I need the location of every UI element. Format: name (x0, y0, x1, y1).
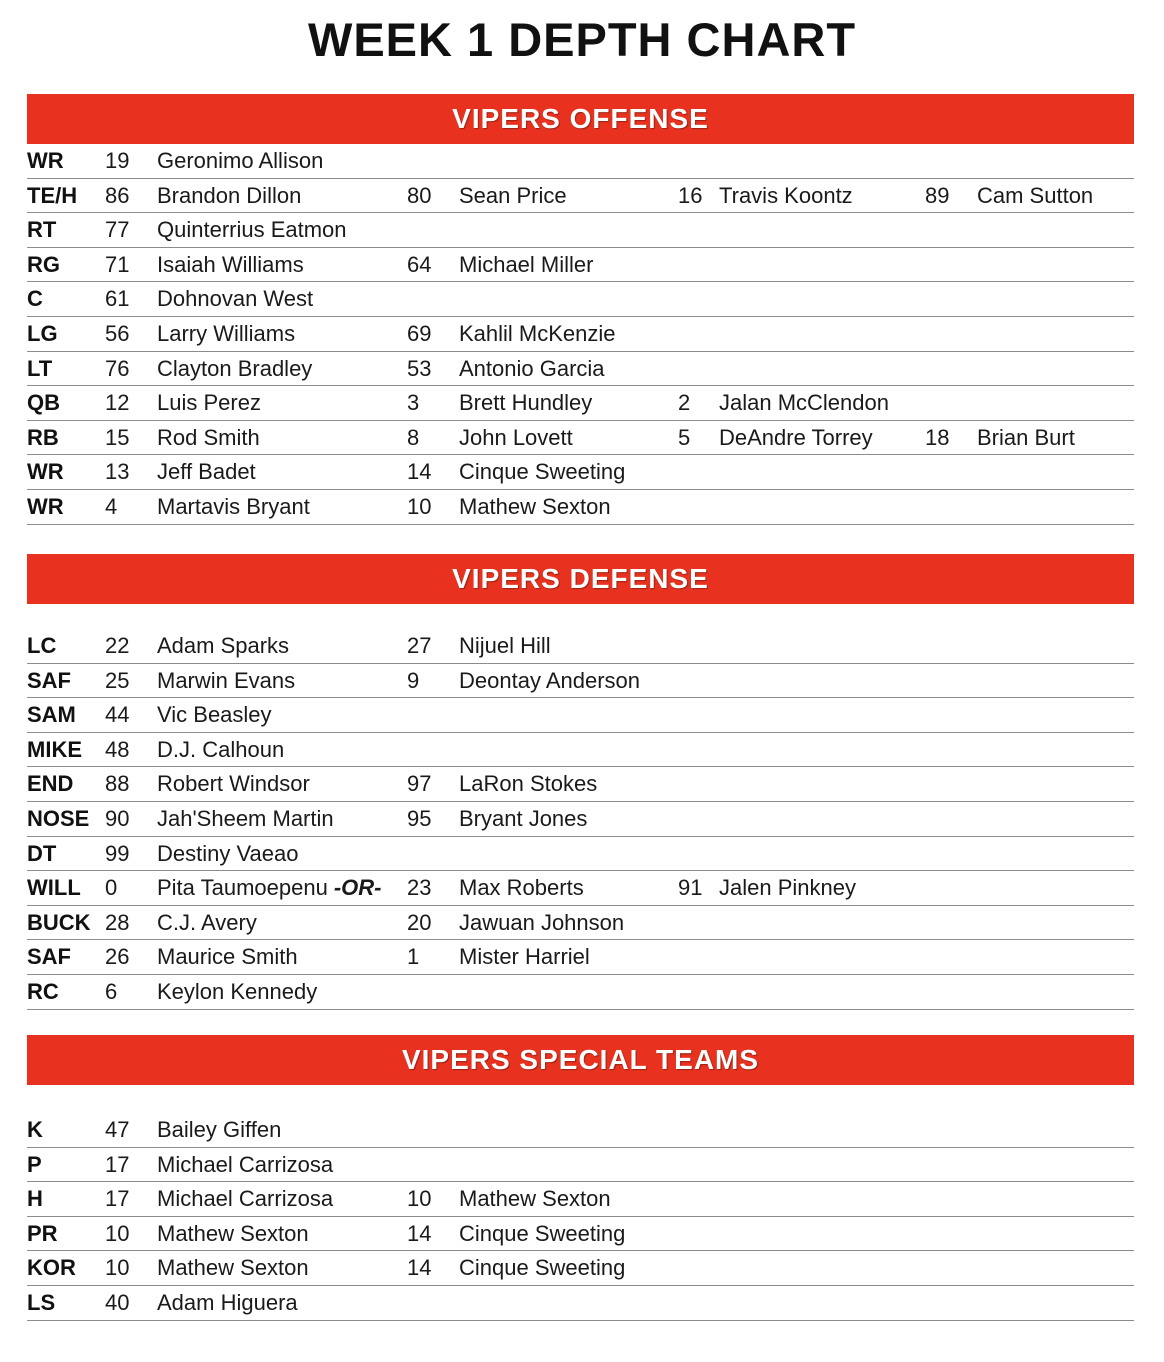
player-name: Deontay Anderson (459, 667, 641, 693)
depth-row (27, 248, 1134, 283)
jersey-number: 27 (407, 633, 432, 658)
jersey-number: 86 (105, 182, 130, 208)
player-name: Jeff Badet (157, 459, 256, 485)
depth-row (27, 144, 1134, 179)
jersey-number: 0 (105, 875, 118, 901)
player-name: Michael Carrizosa (157, 1151, 334, 1177)
jersey-number: 56 (105, 320, 130, 346)
player-name: Jawuan Johnson (459, 909, 625, 935)
player-name: Rod Smith (157, 424, 260, 450)
jersey-number: 22 (105, 633, 130, 658)
player-name: Brett Hundley (459, 390, 593, 416)
player-name: Maurice Smith (157, 944, 298, 970)
jersey-number: 53 (407, 355, 432, 381)
jersey-number: 10 (105, 1220, 130, 1246)
player-name: Michael Carrizosa (157, 1186, 334, 1212)
depth-row (27, 213, 1134, 248)
depth-row (27, 837, 1134, 872)
jersey-number: 88 (105, 771, 130, 797)
player-name: Mathew Sexton (459, 1186, 611, 1212)
special-teams-rows (27, 1113, 1134, 1321)
player-name: Larry Williams (157, 320, 296, 346)
player-name: Michael Miller (459, 251, 594, 277)
depth-row (27, 421, 1134, 456)
position-label: RG (27, 251, 60, 277)
jersey-number: 44 (105, 702, 130, 728)
player-name: Mister Harriel (459, 944, 590, 970)
player-name: Brandon Dillon (157, 182, 302, 208)
player-name: Robert Windsor (157, 771, 310, 797)
position-label: LT (27, 355, 53, 381)
depth-row (27, 871, 1134, 906)
jersey-number: 47 (105, 1117, 130, 1142)
jersey-number: 1 (407, 944, 420, 970)
depth-row (27, 455, 1134, 490)
position-label: RC (27, 978, 59, 1004)
player-name: Cinque Sweeting (459, 1255, 626, 1281)
player-name: Travis Koontz (719, 182, 853, 208)
depth-row (27, 629, 1134, 664)
player-name: Mathew Sexton (459, 493, 611, 519)
position-label: MIKE (27, 736, 82, 762)
depth-row (27, 906, 1134, 941)
player-name: John Lovett (459, 424, 573, 450)
position-label: KOR (27, 1255, 76, 1281)
jersey-number: 77 (105, 217, 130, 243)
player-name: Antonio Garcia (459, 355, 605, 381)
depth-row (27, 975, 1134, 1010)
position-label: SAM (27, 702, 76, 728)
player-name: LaRon Stokes (459, 771, 598, 797)
player-name: Nijuel Hill (459, 633, 551, 658)
defense-rows (27, 629, 1134, 1010)
depth-row (27, 490, 1134, 525)
jersey-number: 12 (105, 390, 130, 416)
jersey-number: 17 (105, 1186, 130, 1212)
jersey-number: 76 (105, 355, 130, 381)
or-separator: -OR- (333, 875, 382, 901)
position-label: SAF (27, 944, 71, 970)
player-name: Luis Perez (157, 390, 261, 416)
player-name: DeAndre Torrey (719, 424, 873, 450)
player-name: Isaiah Williams (157, 251, 304, 277)
position-label: PR (27, 1220, 58, 1246)
player-name: Jalan McClendon (719, 390, 889, 416)
jersey-number: 69 (407, 320, 432, 346)
jersey-number: 20 (407, 909, 432, 935)
player-name: D.J. Calhoun (157, 736, 285, 762)
depth-row (27, 317, 1134, 352)
position-label: K (27, 1117, 43, 1142)
player-name: Adam Sparks (157, 633, 290, 658)
depth-row (27, 698, 1134, 733)
jersey-number: 15 (105, 424, 130, 450)
player-name: Marwin Evans (157, 667, 296, 693)
position-label: NOSE (27, 805, 90, 831)
jersey-number: 61 (105, 286, 130, 312)
jersey-number: 18 (925, 424, 950, 450)
depth-row (27, 664, 1134, 699)
position-label: P (27, 1151, 42, 1177)
depth-row (27, 1217, 1134, 1252)
depth-row (27, 1182, 1134, 1217)
position-label: WR (27, 148, 64, 173)
player-name: Bryant Jones (459, 805, 588, 831)
player-name: Keylon Kennedy (157, 978, 318, 1004)
player-name: Destiny Vaeao (157, 840, 299, 866)
player-name: Kahlil McKenzie (459, 320, 616, 346)
jersey-number: 14 (407, 459, 432, 485)
depth-row (27, 767, 1134, 802)
depth-row (27, 282, 1134, 317)
position-label: LG (27, 320, 58, 346)
position-label: WR (27, 459, 64, 485)
position-label: WR (27, 493, 64, 519)
offense-rows (27, 144, 1134, 525)
jersey-number: 4 (105, 493, 118, 519)
position-label: RB (27, 424, 59, 450)
depth-row (27, 940, 1134, 975)
jersey-number: 40 (105, 1289, 130, 1315)
jersey-number: 10 (105, 1255, 130, 1281)
player-name: Adam Higuera (157, 1289, 298, 1315)
jersey-number: 97 (407, 771, 432, 797)
player-name: Clayton Bradley (157, 355, 313, 381)
position-label: C (27, 286, 43, 312)
depth-row (27, 733, 1134, 768)
jersey-number: 80 (407, 182, 432, 208)
position-label: LS (27, 1289, 56, 1315)
player-name: Max Roberts (459, 875, 584, 901)
player-name: Brian Burt (977, 424, 1075, 450)
jersey-number: 3 (407, 390, 420, 416)
jersey-number: 5 (678, 424, 691, 450)
offense-section (27, 94, 1134, 525)
position-label: SAF (27, 667, 71, 693)
position-label: RT (27, 217, 57, 243)
jersey-number: 48 (105, 736, 130, 762)
jersey-number: 16 (678, 182, 703, 208)
player-name: Martavis Bryant (157, 493, 310, 519)
depth-row (27, 386, 1134, 421)
jersey-number: 9 (407, 667, 420, 693)
player-name: C.J. Avery (157, 909, 257, 935)
player-name: Dohnovan West (157, 286, 314, 312)
jersey-number: 71 (105, 251, 130, 277)
player-name: Geronimo Allison (157, 148, 324, 173)
special-teams-banner: VIPERS SPECIAL TEAMS (27, 1035, 1134, 1085)
player-name-with-or (157, 872, 382, 903)
position-label: QB (27, 390, 60, 416)
jersey-number: 95 (407, 805, 432, 831)
depth-row (27, 352, 1134, 387)
position-label: WILL (27, 875, 81, 901)
jersey-number: 17 (105, 1151, 130, 1177)
jersey-number: 26 (105, 944, 130, 970)
position-label: END (27, 771, 74, 797)
jersey-number: 89 (925, 182, 950, 208)
page-title: WEEK 1 DEPTH CHART (307, 13, 857, 66)
jersey-number: 90 (105, 805, 130, 831)
position-label: BUCK (27, 909, 91, 935)
player-name: Cam Sutton (977, 182, 1094, 208)
position-label: H (27, 1186, 43, 1212)
position-label: DT (27, 840, 57, 866)
jersey-number: 10 (407, 493, 432, 519)
player-name: Cinque Sweeting (459, 459, 626, 485)
depth-row (27, 1148, 1134, 1183)
player-name: Mathew Sexton (157, 1255, 309, 1281)
jersey-number: 10 (407, 1186, 432, 1212)
player-name: Cinque Sweeting (459, 1220, 626, 1246)
player-name: Jah'Sheem Martin (157, 805, 334, 831)
player-name: Sean Price (459, 182, 567, 208)
depth-row (27, 802, 1134, 837)
player-name: Vic Beasley (157, 702, 272, 728)
position-label: TE/H (27, 182, 78, 208)
jersey-number: 14 (407, 1220, 432, 1246)
player-name: Jalen Pinkney (719, 875, 856, 901)
depth-row (27, 179, 1134, 214)
jersey-number: 25 (105, 667, 130, 693)
depth-row (27, 1251, 1134, 1286)
jersey-number: 28 (105, 909, 130, 935)
defense-section (27, 554, 1134, 1010)
player-name: Bailey Giffen (157, 1117, 282, 1142)
jersey-number: 91 (678, 875, 703, 901)
jersey-number: 99 (105, 840, 130, 866)
player-name: Quinterrius Eatmon (157, 217, 347, 243)
defense-banner: VIPERS DEFENSE (27, 554, 1134, 604)
jersey-number: 14 (407, 1255, 432, 1281)
depth-row (27, 1286, 1134, 1321)
jersey-number: 2 (678, 390, 691, 416)
player-name: Pita Taumoepenu (157, 875, 328, 901)
jersey-number: 13 (105, 459, 130, 485)
offense-banner: VIPERS OFFENSE (27, 94, 1134, 144)
jersey-number: 64 (407, 251, 432, 277)
special-teams-section (27, 1035, 1134, 1321)
jersey-number: 19 (105, 148, 130, 173)
position-label: LC (27, 633, 57, 658)
player-name: Mathew Sexton (157, 1220, 309, 1246)
jersey-number: 6 (105, 978, 118, 1004)
jersey-number: 23 (407, 875, 432, 901)
depth-row (27, 1113, 1134, 1148)
jersey-number: 8 (407, 424, 420, 450)
